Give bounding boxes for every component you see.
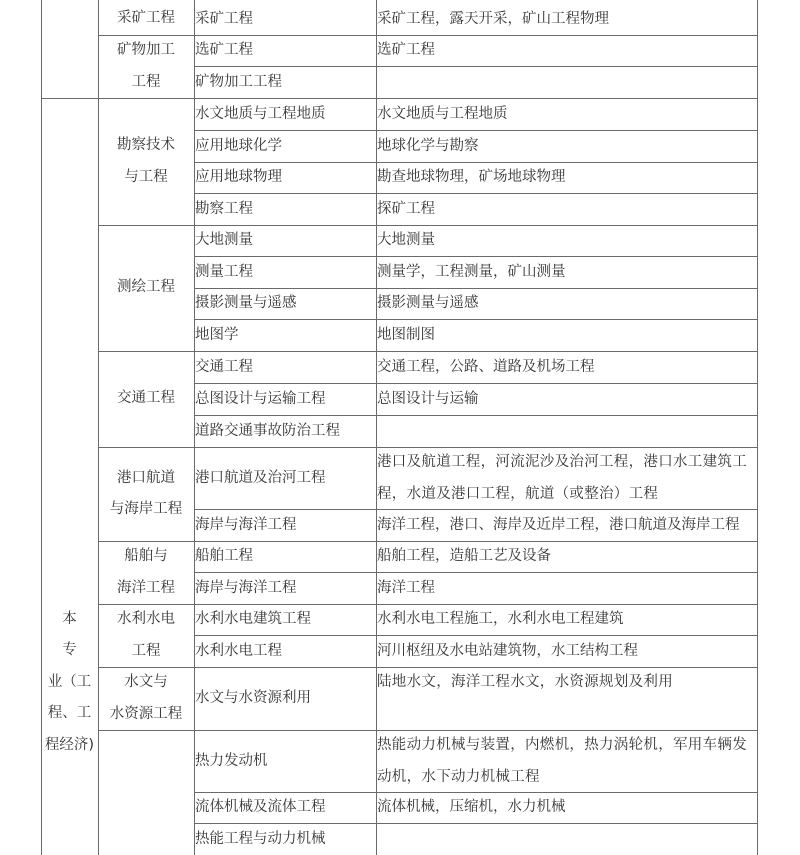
group-line: 水文与 bbox=[124, 674, 168, 690]
former-name-cell: 摄影测量与遥感 bbox=[377, 295, 479, 311]
group-line: 与工程 bbox=[124, 168, 168, 185]
subject-name-cell: 大地测量 bbox=[195, 232, 253, 248]
group-line: 水利水电 bbox=[117, 611, 175, 627]
former-name-cell: 地球化学与勘察 bbox=[377, 138, 479, 154]
subject-name-cell: 热力发动机 bbox=[195, 753, 268, 769]
group-cell-cehui bbox=[98, 225, 194, 351]
subject-name-cell: 港口航道及治河工程 bbox=[195, 470, 326, 486]
group-line: 与海岸工程 bbox=[109, 501, 183, 517]
former-name-cell: 水利水电工程施工，水利水电工程建筑 bbox=[377, 611, 624, 627]
subject-name-cell: 总图设计与运输工程 bbox=[195, 391, 326, 407]
subject-name-cell: 矿物加工工程 bbox=[195, 74, 282, 90]
subject-name-cell: 道路交通事故防治工程 bbox=[195, 423, 340, 439]
subject-name-cell: 交通工程 bbox=[195, 359, 253, 375]
group-line: 勘察技术 bbox=[117, 137, 175, 153]
group-line: 测绘工程 bbox=[117, 279, 175, 296]
group-line: 交通工程 bbox=[117, 390, 175, 407]
former-name-cell: 热能动力机械与装置，内燃机，热力涡轮机，军用车辆发动机，水下动力机械工程 bbox=[377, 737, 747, 785]
category-cell bbox=[41, 604, 98, 761]
former-name-cell bbox=[377, 823, 756, 855]
subject-name-cell: 采矿工程 bbox=[195, 11, 253, 27]
category-line: 程、工 bbox=[47, 705, 92, 722]
subject-name-cell: 海岸与海洋工程 bbox=[195, 580, 297, 596]
former-name-cell: 探矿工程 bbox=[377, 201, 435, 217]
subject-name-cell: 选矿工程 bbox=[195, 42, 253, 58]
subject-name-cell: 水利水电工程 bbox=[195, 643, 282, 659]
former-name-cell: 陆地水文，海洋工程水文，水资源规划及利用 bbox=[377, 674, 673, 690]
former-name-cell: 测量学，工程测量，矿山测量 bbox=[377, 264, 566, 280]
former-name-cell: 勘查地球物理，矿场地球物理 bbox=[377, 169, 566, 185]
group-line: 工程 bbox=[131, 73, 161, 90]
subject-name-cell: 地图学 bbox=[195, 327, 239, 343]
subject-name-cell: 摄影测量与遥感 bbox=[195, 295, 297, 311]
group-cell-shuiwen bbox=[98, 667, 194, 730]
former-name-cell: 采矿工程，露天开采，矿山工程物理 bbox=[377, 11, 609, 27]
group-line: 水资源工程 bbox=[109, 705, 183, 722]
subject-name-cell: 流体机械及流体工程 bbox=[195, 799, 326, 815]
former-name-cell: 交通工程，公路、道路及机场工程 bbox=[377, 359, 595, 375]
group-cell-kancha bbox=[98, 98, 194, 225]
former-name-cell: 船舶工程，造船工艺及设备 bbox=[377, 548, 551, 564]
former-name-cell: 总图设计与运输 bbox=[377, 391, 479, 407]
category-line: 专 bbox=[62, 642, 77, 659]
category-line: 业（工 bbox=[47, 673, 92, 690]
group-cell-gangkou bbox=[98, 447, 194, 541]
former-name-cell: 海洋工程 bbox=[377, 580, 435, 596]
former-name-cell: 流体机械，压缩机，水力机械 bbox=[377, 799, 566, 815]
subject-name-cell: 水文与水资源利用 bbox=[195, 690, 311, 706]
subject-name-cell: 应用地球化学 bbox=[195, 138, 282, 154]
category-line: 程经济) bbox=[44, 736, 95, 753]
subject-name-cell: 船舶工程 bbox=[195, 548, 253, 564]
subject-name-cell: 水利水电建筑工程 bbox=[195, 611, 311, 627]
former-name-cell: 港口及航道工程，河流泥沙及治河工程，港口水工建筑工程，水道及港口工程，航道（或整治）工程 bbox=[377, 454, 747, 502]
group-cell-kuangwu bbox=[98, 35, 194, 98]
group-line: 船舶与 bbox=[124, 548, 168, 564]
group-cell-shuili bbox=[98, 604, 194, 667]
group-line: 工程 bbox=[131, 642, 161, 659]
grid-line-vertical bbox=[757, 0, 758, 855]
subject-name-cell: 勘察工程 bbox=[195, 201, 253, 217]
subject-name-cell: 热能工程与动力机械 bbox=[195, 831, 326, 847]
subject-name-cell: 应用地球物理 bbox=[195, 169, 282, 185]
former-name-cell: 选矿工程 bbox=[377, 42, 435, 58]
former-name-cell: 水文地质与工程地质 bbox=[377, 106, 508, 122]
former-name-cell bbox=[377, 66, 756, 98]
group-cell-chuanbo bbox=[98, 541, 194, 604]
subject-name-cell: 海岸与海洋工程 bbox=[195, 517, 297, 533]
subject-name-cell: 水文地质与工程地质 bbox=[195, 106, 326, 122]
former-name-cell: 大地测量 bbox=[377, 232, 435, 248]
group-cell-jiaotong bbox=[98, 351, 194, 447]
category-line: 本 bbox=[62, 610, 77, 627]
group-line: 采矿工程 bbox=[117, 10, 175, 27]
former-name-cell bbox=[377, 415, 756, 447]
former-name-cell: 河川枢纽及水电站建筑物，水工结构工程 bbox=[377, 643, 638, 659]
group-line: 港口航道 bbox=[117, 469, 175, 486]
former-name-cell: 地图制图 bbox=[377, 327, 435, 343]
subject-name-cell: 测量工程 bbox=[195, 264, 253, 280]
group-line: 矿物加工 bbox=[117, 42, 175, 58]
former-name-cell: 海洋工程，港口、海岸及近岸工程，港口航道及海岸工程 bbox=[377, 517, 740, 533]
group-cell-caikuang bbox=[98, 3, 194, 35]
group-line: 海洋工程 bbox=[117, 579, 175, 596]
